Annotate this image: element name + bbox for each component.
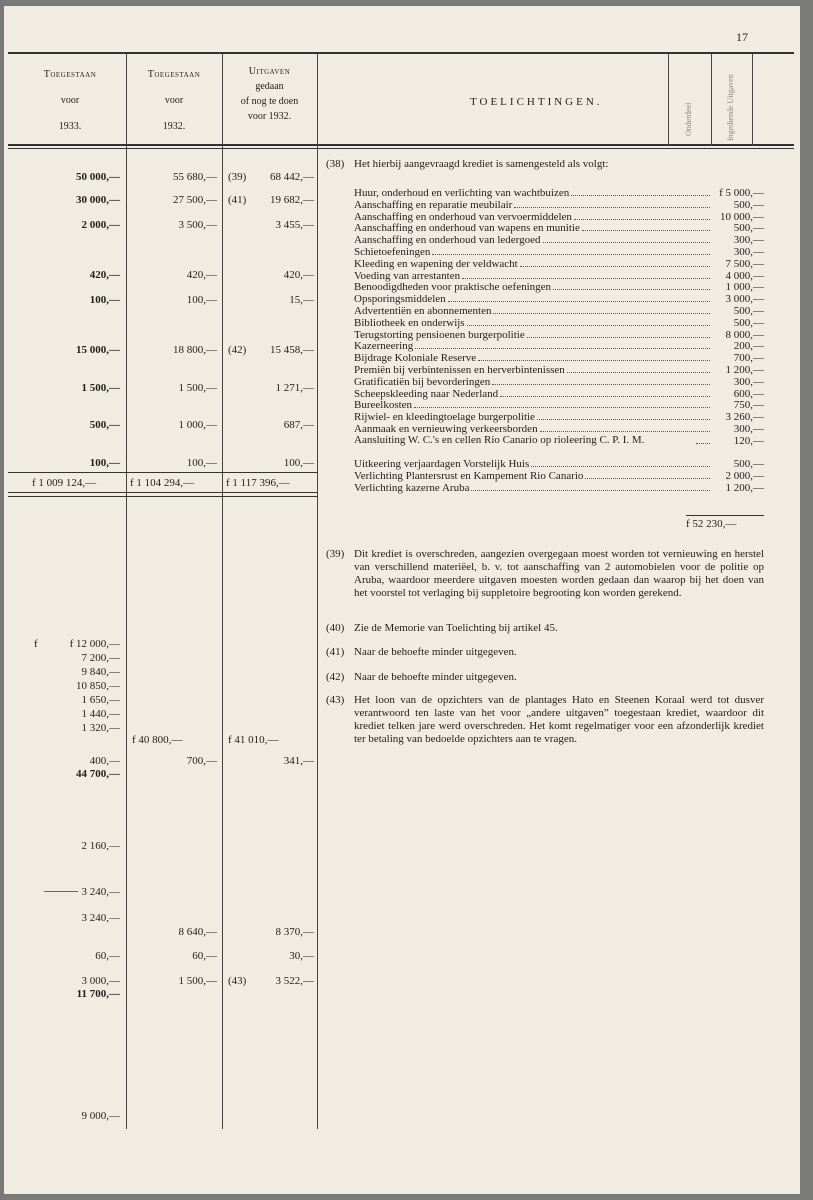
lower-t32-r1: f 40 800,— (132, 734, 183, 746)
u32-row-6: 15 458,— (270, 344, 314, 356)
u32-row-3: 3 455,— (275, 219, 314, 231)
lower-t32-r7: 8 640,— (178, 926, 217, 938)
t33-row-4: 420,— (89, 269, 120, 281)
col-divider-1 (126, 54, 127, 1129)
note-38-item-label: Aanschaffing en onderhoud van vervoermiddelen (354, 210, 572, 223)
note-38-item-amount: 500,— (733, 198, 764, 211)
note-38-item-amount: 2 000,— (725, 470, 764, 483)
u32-row-8: 687,— (283, 419, 314, 431)
note-40-text: Zie de Memorie van Toelichting bij artikel 45. (354, 622, 558, 634)
note-38-item (354, 329, 764, 341)
note-38-sum-rule (686, 515, 764, 516)
note-38-item (354, 458, 764, 470)
note-38-item-label: Terugstorting pensioenen burgerpolitie (354, 328, 525, 341)
lower-list-item: 1 650,— (81, 694, 120, 706)
col-divider-6 (752, 54, 753, 146)
lower-list-item: 10 850,— (76, 680, 120, 692)
t33-row-3: 2 000,— (81, 219, 120, 231)
header-uitgaven: Uitgaven gedaan of nog te doen voor 1932. (240, 66, 299, 122)
t32-row-8: 1 000,— (178, 419, 217, 431)
lower-list-item: 7 200,— (81, 652, 120, 664)
u32-row-7: 1 271,— (275, 382, 314, 394)
t33-row-9: 100,— (89, 457, 120, 469)
page-number: 17 (736, 30, 748, 44)
note-38-item (354, 246, 764, 258)
note-38-item (354, 435, 764, 447)
note-38-item-label: Verlichting Plantersrust en Kampement Rio Canario (354, 470, 584, 483)
note-ref-row-6: (42) (228, 344, 247, 356)
note-38-item-label: Rijwiel- en kleedingtoelage burgerpolitie (354, 411, 535, 424)
note-38-item-amount: 700,— (733, 352, 764, 365)
note-40-number: (40) (326, 622, 345, 634)
lower-u32-r1: f 41 010,— (228, 734, 279, 746)
lower-list-item: f 12 000,— (69, 638, 120, 650)
lower-list-item: 1 440,— (81, 708, 120, 720)
lower-note-ref-r9: (43) (228, 975, 247, 987)
col-divider-2 (222, 54, 223, 1129)
total-uitgaven: f 1 117 396,— (226, 477, 290, 489)
note-38-item (354, 411, 764, 423)
note-38-item-amount: 300,— (733, 375, 764, 388)
totals-rule-top (8, 472, 317, 473)
lower-t33-r2: 400,— (89, 755, 120, 767)
lower-t33-r10: 11 700,— (76, 988, 120, 1000)
note-38-item-amount: 300,— (733, 246, 764, 258)
note-38-item-amount: 120,— (733, 434, 764, 447)
lower-list-item: 9 840,— (81, 666, 120, 678)
header-toegestaan-1932: Toegestaan voor 1932. (147, 69, 201, 132)
note-38-item-amount: 300,— (733, 234, 764, 247)
note-38-item (354, 317, 764, 329)
t32-row-5: 100,— (186, 294, 217, 306)
total-1932: f 1 104 294,— (130, 477, 195, 489)
t33-row-8: 500,— (89, 419, 120, 431)
note-38-item-amount: 1 200,— (725, 482, 764, 494)
lower-t33-r6: 3 240,— (81, 912, 120, 924)
t33-row-2: 30 000,— (76, 194, 120, 206)
note-38-item-amount: 500,— (733, 305, 764, 317)
lower-u32-r8: 30,— (289, 950, 314, 962)
note-38-item (354, 470, 764, 482)
col-divider-5 (711, 54, 712, 146)
t33-row-7: 1 500,— (81, 382, 120, 394)
t33-row-6: 15 000,— (76, 344, 120, 356)
lower-list-item: f (34, 638, 38, 650)
note-38-item (354, 293, 764, 305)
lower-t33-r8: 60,— (95, 950, 120, 962)
note-38-item (354, 482, 764, 494)
note-38-item-label: Bijdrage Koloniale Reserve (354, 352, 477, 365)
t32-row-1: 55 680,— (173, 171, 217, 183)
t32-row-4: 420,— (186, 269, 217, 281)
u32-row-4: 420,— (283, 269, 314, 281)
note-38-item-amount: 500,— (733, 458, 764, 471)
lower-list-item: 1 320,— (81, 722, 120, 734)
t32-row-7: 1 500,— (178, 382, 217, 394)
t32-row-2: 27 500,— (173, 194, 217, 206)
note-38-item (354, 376, 764, 388)
t33-row-1: 50 000,— (76, 171, 120, 183)
note-38-item-amount: 8 000,— (725, 328, 764, 341)
lower-t33-r11: 9 000,— (81, 1110, 120, 1122)
note-38-item-amount: 500,— (733, 316, 764, 329)
note-38-item-label: Kleeding en wapening der veldwacht (354, 257, 518, 270)
note-38-item (354, 364, 764, 376)
note-38-item-amount: 500,— (733, 222, 764, 235)
lower-u32-r7: 8 370,— (275, 926, 314, 938)
note-41-number: (41) (326, 646, 345, 658)
note-42-text: Naar de behoefte minder uitgegeven. (354, 671, 517, 683)
note-38-item-label: Uitkeering verjaardagen Vorstelijk Huis (354, 458, 530, 471)
note-38-item (354, 270, 764, 282)
note-43-text: Het loon van de opzichters van de plantages Hato en Steenen Koraal werd tot dusver verantwoord ten laste van het voor „andere uitgaven” toegestaan krediet, waardoor dit krediet telken jare werd overschreden. Het komt regelmatiger voor een afzonderlijk krediet ter betaling van bedoelde opzichters aan te vragen. (354, 694, 764, 745)
note-38-item-label: Schietoefeningen (354, 246, 431, 258)
note-38-item-label: Premiën bij verbintenissen en herverbintenissen (354, 364, 565, 376)
note-38-item-amount: 3 000,— (725, 293, 764, 306)
lower-dash-rule (44, 891, 78, 892)
note-38-item-label: Opsporingsmiddelen (354, 293, 446, 306)
note-38-item (354, 222, 764, 234)
note-38-intro: Het hierbij aangevraagd krediet is samengesteld als volgt: (354, 158, 609, 170)
u32-row-2: 19 682,— (270, 194, 314, 206)
note-38-item-label: Aanschaffing en reparatie meubilair (354, 198, 513, 211)
note-38-item-label: Scheepskleeding naar Nederland (354, 387, 499, 400)
header-toelichtingen: TOELICHTINGEN. (470, 96, 603, 108)
note-38-item (354, 187, 764, 199)
note-38-item-label: Bibliotheek en onderwijs (354, 316, 465, 329)
note-38-number: (38) (326, 158, 345, 170)
note-38-item (354, 305, 764, 317)
note-38-item-label: Aanschaffing en onderhoud van ledergoed (354, 234, 541, 247)
note-39-number: (39) (326, 548, 345, 560)
u32-row-1: 68 442,— (270, 171, 314, 183)
note-38-item-label: Kazerneering (354, 340, 414, 353)
note-38-item-label: Verlichting kazerne Aruba (354, 482, 470, 494)
note-38-item-label: Benoodigdheden voor praktische oefeningen (354, 281, 552, 294)
note-41-text: Naar de behoefte minder uitgegeven. (354, 646, 517, 658)
note-38-item-amount: 750,— (733, 399, 764, 412)
lower-t32-r8: 60,— (192, 950, 217, 962)
header-toegestaan-1933: Toegestaan voor 1933. (43, 69, 97, 132)
lower-t33-r4: 2 160,— (81, 840, 120, 852)
note-42-number: (42) (326, 671, 345, 683)
t32-row-9: 100,— (186, 457, 217, 469)
note-38-item-label: Bureelkosten (354, 399, 413, 412)
u32-row-9: 100,— (283, 457, 314, 469)
t33-row-5: 100,— (89, 294, 120, 306)
totals-rule-mid (8, 492, 317, 493)
note-38-item (354, 388, 764, 400)
col-divider-4 (668, 54, 669, 146)
note-38-item-amount: 1 200,— (725, 364, 764, 376)
header-onderdeel: Onderdeel (684, 102, 693, 136)
lower-u32-r9: 3 522,— (275, 975, 314, 987)
note-38-item-amount: 3 260,— (725, 411, 764, 424)
t32-row-6: 18 800,— (173, 344, 217, 356)
note-ref-row-2: (41) (228, 194, 247, 206)
note-38-item-amount: 4 000,— (725, 269, 764, 282)
lower-t33-r9: 3 000,— (81, 975, 120, 987)
note-38-item-amount: 7 500,— (725, 257, 764, 270)
note-38-item-amount: 600,— (733, 387, 764, 400)
totals-rule-bottom (8, 496, 317, 497)
total-1933: f 1 009 124,— (32, 477, 97, 489)
note-39-text: Dit krediet is overschreden, aangezien overgegaan moest worden tot vernieuwing en herstel van verschillend materiëel, b. v. tot aanschaffing van 2 automobielen voor de politie op Aruba, waardoor meerdere uitgaven moesten worden gedaan dan waarop bij het doen van het voorstel tot verlaging bij suppletoire begrooting kon worden gerekend. (354, 548, 764, 599)
header-ingediende: Ingediende Uitgaven (726, 74, 735, 141)
note-38-item-label: Huur, onderhoud en verlichting van wachtbuizen (354, 187, 570, 199)
note-38-item-amount: 10 000,— (720, 210, 764, 223)
note-38-item-amount: 200,— (733, 340, 764, 353)
col-divider-3 (317, 54, 318, 1129)
lower-t33-r3: 44 700,— (76, 768, 120, 780)
lower-u32-r2: 341,— (283, 755, 314, 767)
note-38-item (354, 258, 764, 270)
note-38-item-amount: 1 000,— (725, 281, 764, 294)
note-38-item (354, 352, 764, 364)
document-page (4, 6, 800, 1194)
note-43-number: (43) (326, 694, 345, 706)
note-38-item-label: Aansluiting W. C.'s en cellen Rio Canario op rioleering C. P. I. M. (354, 434, 645, 446)
note-38-item (354, 399, 764, 411)
note-38-item (354, 199, 764, 211)
lower-t32-r9: 1 500,— (178, 975, 217, 987)
note-38-total: f 52 230,— (686, 518, 737, 530)
note-38-item-label: Aanmaak en vernieuwing verkeersborden (354, 423, 538, 435)
u32-row-5: 15,— (289, 294, 314, 306)
note-38-item-amount: 300,— (733, 423, 764, 435)
lower-t32-r2: 700,— (186, 755, 217, 767)
note-38-item-label: Gratificatiën bij bevorderingen (354, 375, 491, 388)
note-38-item (354, 211, 764, 223)
lower-t33-r5: 3 240,— (81, 886, 120, 898)
note-38-item-label: Advertentiën en abonnementen (354, 305, 492, 317)
note-38-item (354, 340, 764, 352)
note-38-item-label: Voeding van arrestanten (354, 269, 461, 282)
note-38-item-amount: f 5 000,— (719, 187, 764, 199)
note-38-item-label: Aanschaffing en onderhoud van wapens en munitie (354, 222, 580, 235)
t32-row-3: 3 500,— (178, 219, 217, 231)
note-38-item (354, 234, 764, 246)
note-38-item (354, 281, 764, 293)
note-ref-row-1: (39) (228, 171, 247, 183)
